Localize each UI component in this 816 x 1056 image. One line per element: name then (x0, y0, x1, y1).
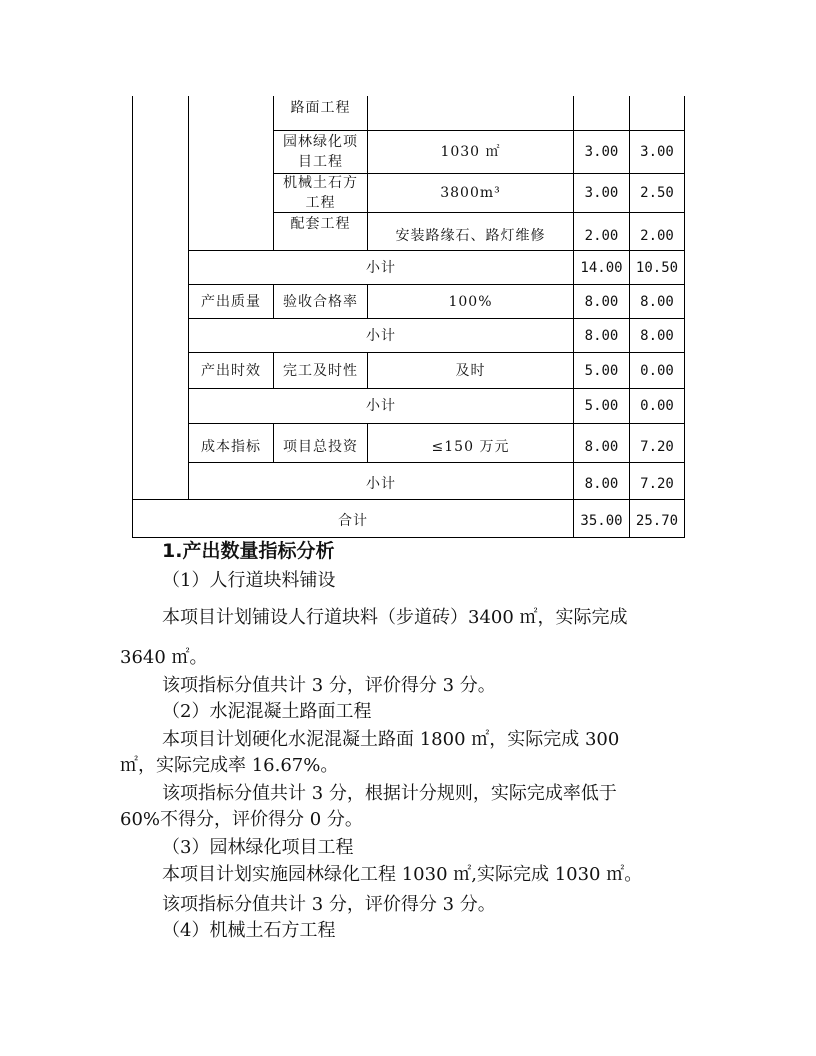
table-cell-weight: 8.00 (584, 293, 619, 310)
table-cell-score: 2.50 (640, 185, 674, 201)
subtotal-weight: 14.00 (580, 259, 623, 276)
subtotal-weight: 8.00 (584, 327, 619, 344)
table-cell-weight: 2.00 (584, 228, 619, 244)
table-cell-target: 及时 (455, 362, 486, 379)
subtotal-label: 小计 (366, 327, 396, 344)
table-cell-target: 1030 ㎡ (440, 144, 501, 160)
table-cell-score: 8.00 (640, 293, 674, 310)
paragraph: 本项目计划实施园林绿化工程 1030 ㎡,实际完成 1030 ㎡。 (162, 864, 643, 885)
table-cell-target: 3800m³ (440, 185, 501, 201)
table-cell-sub-indicator: 验收合格率 (283, 293, 358, 310)
total-label: 合计 (338, 513, 368, 529)
table-cell-sub-indicator: 园林绿化项目工程 (283, 134, 358, 170)
paragraph: 本项目计划铺设人行道块料（步道砖）3400 ㎡，实际完成 (162, 607, 628, 628)
subtotal-score: 8.00 (640, 327, 674, 344)
paragraph: 该项指标分值共计 3 分，评价得分 3 分。 (162, 675, 496, 696)
table-cell-weight: 5.00 (584, 362, 619, 379)
total-weight: 35.00 (580, 513, 623, 529)
subsection-title: （2）水泥混凝土路面工程 (162, 701, 372, 722)
table-cell-weight: 3.00 (584, 144, 619, 160)
section-heading: 1.产出数量指标分析 (162, 540, 335, 562)
table-rule (132, 499, 685, 500)
table-rule (684, 96, 685, 538)
table-cell-weight: 8.00 (584, 439, 619, 455)
table-cell-target: 安装路缘石、路灯维修 (395, 228, 546, 244)
table-cell-sub-indicator: 项目总投资 (283, 439, 358, 455)
paragraph: 本项目计划硬化水泥混凝土路面 1800 ㎡，实际完成 300 (162, 729, 620, 750)
paragraph: 该项指标分值共计 3 分，根据计分规则，实际完成率低于 (162, 783, 617, 804)
subtotal-label: 小计 (366, 259, 396, 276)
table-cell-score: 2.00 (640, 228, 674, 244)
table-cell-sub-indicator: 完工及时性 (283, 362, 358, 379)
table-cell-score: 7.20 (640, 439, 674, 455)
table-rule (188, 423, 685, 424)
table-cell-score: 0.00 (640, 362, 674, 379)
subtotal-label: 小计 (366, 476, 396, 492)
table-cell-sub-indicator: 机械土石方工程 (283, 175, 358, 211)
table-rule (132, 96, 133, 538)
table-cell-score: 3.00 (640, 144, 674, 160)
table-cell-sub-indicator: 配套工程 (290, 216, 351, 232)
table-cell-target: ≤150 万元 (431, 439, 510, 455)
performance-table (132, 96, 685, 538)
subtotal-label: 小计 (366, 398, 396, 414)
subsection-title: （4）机械土石方工程 (162, 920, 336, 941)
subtotal-weight: 5.00 (584, 398, 619, 414)
paragraph: 3640 ㎡。 (120, 647, 208, 668)
subtotal-score: 0.00 (640, 398, 674, 414)
paragraph: 该项指标分值共计 3 分，评价得分 3 分。 (162, 894, 496, 915)
subsection-title: （3）园林绿化项目工程 (162, 837, 354, 858)
subsection-title: （1）人行道块料铺设 (162, 570, 336, 591)
subtotal-score: 10.50 (635, 259, 679, 276)
total-score: 25.70 (635, 513, 679, 529)
paragraph: ㎡，实际完成率 16.67%。 (120, 755, 339, 776)
paragraph: 60%不得分，评价得分 0 分。 (120, 809, 363, 830)
indicator-cost: 成本指标 (201, 439, 261, 455)
table-cell-weight: 3.00 (584, 185, 619, 201)
table-cell-sub-indicator: 路面工程 (290, 100, 351, 116)
table-cell-target: 100% (448, 293, 493, 310)
indicator-quality: 产出质量 (201, 293, 261, 310)
subtotal-score: 7.20 (640, 476, 674, 492)
indicator-timeliness: 产出时效 (201, 362, 261, 379)
subtotal-weight: 8.00 (584, 476, 619, 492)
